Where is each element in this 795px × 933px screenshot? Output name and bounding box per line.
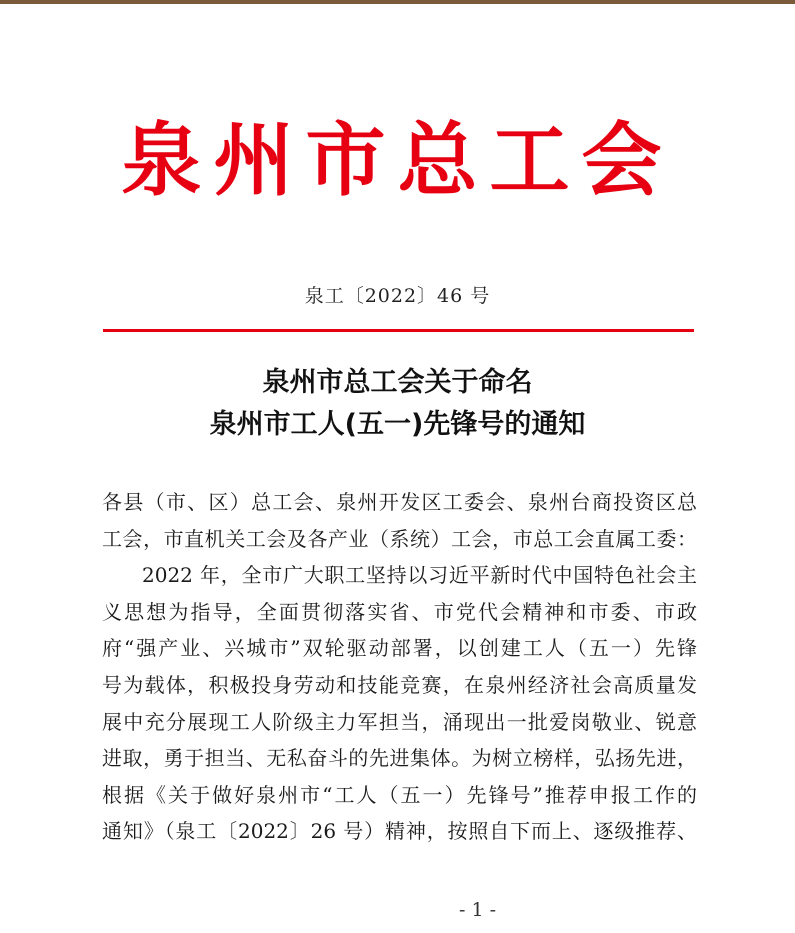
paragraph-line-8: 通知》（泉工〔2022〕26 号）精神，按照自下而上、逐级推荐、 xyxy=(102,819,697,844)
top-border xyxy=(0,0,795,4)
paragraph-line-3: 府“强产业、兴城市”双轮驱动部署，以创建工人（五一）先锋 xyxy=(102,636,697,661)
document-title xyxy=(0,362,795,446)
paragraph-line-4: 号为载体，积极投身劳动和技能竞赛，在泉州经济社会高质量发 xyxy=(102,672,697,697)
paragraph-line-2: 义思想为指导，全面贯彻落实省、市党代会精神和市委、市政 xyxy=(102,599,697,624)
document-body xyxy=(102,484,697,850)
document-title-line-1: 泉州市总工会关于命名 xyxy=(262,367,533,398)
document-header-org-name: 泉州市总工会 xyxy=(121,113,674,207)
header-divider-rule xyxy=(103,329,694,332)
page-number: - 1 - xyxy=(458,899,496,921)
paragraph-line-7: 根据《关于做好泉州市“工人（五一）先锋号”推荐申报工作的 xyxy=(102,782,697,807)
document-number: 泉工〔2022〕46 号 xyxy=(304,285,491,307)
addressee-line-1: 各县（市、区）总工会、泉州开发区工委会、泉州台商投资区总 xyxy=(102,490,697,514)
document-title-line-2: 泉州市工人(五一)先锋号的通知 xyxy=(209,409,586,440)
paragraph-line-1: 2022 年，全市广大职工坚持以习近平新时代中国特色社会主 xyxy=(142,563,697,588)
paragraph-line-6: 进取，勇于担当、无私奋斗的先进集体。为树立榜样，弘扬先进， xyxy=(102,746,697,771)
paragraph-line-5: 展中充分展现工人阶级主力军担当，涌现出一批爱岗敬业、锐意 xyxy=(102,709,697,734)
addressee-line-2: 工会，市直机关工会及各产业（系统）工会，市总工会直属工委： xyxy=(102,526,697,551)
